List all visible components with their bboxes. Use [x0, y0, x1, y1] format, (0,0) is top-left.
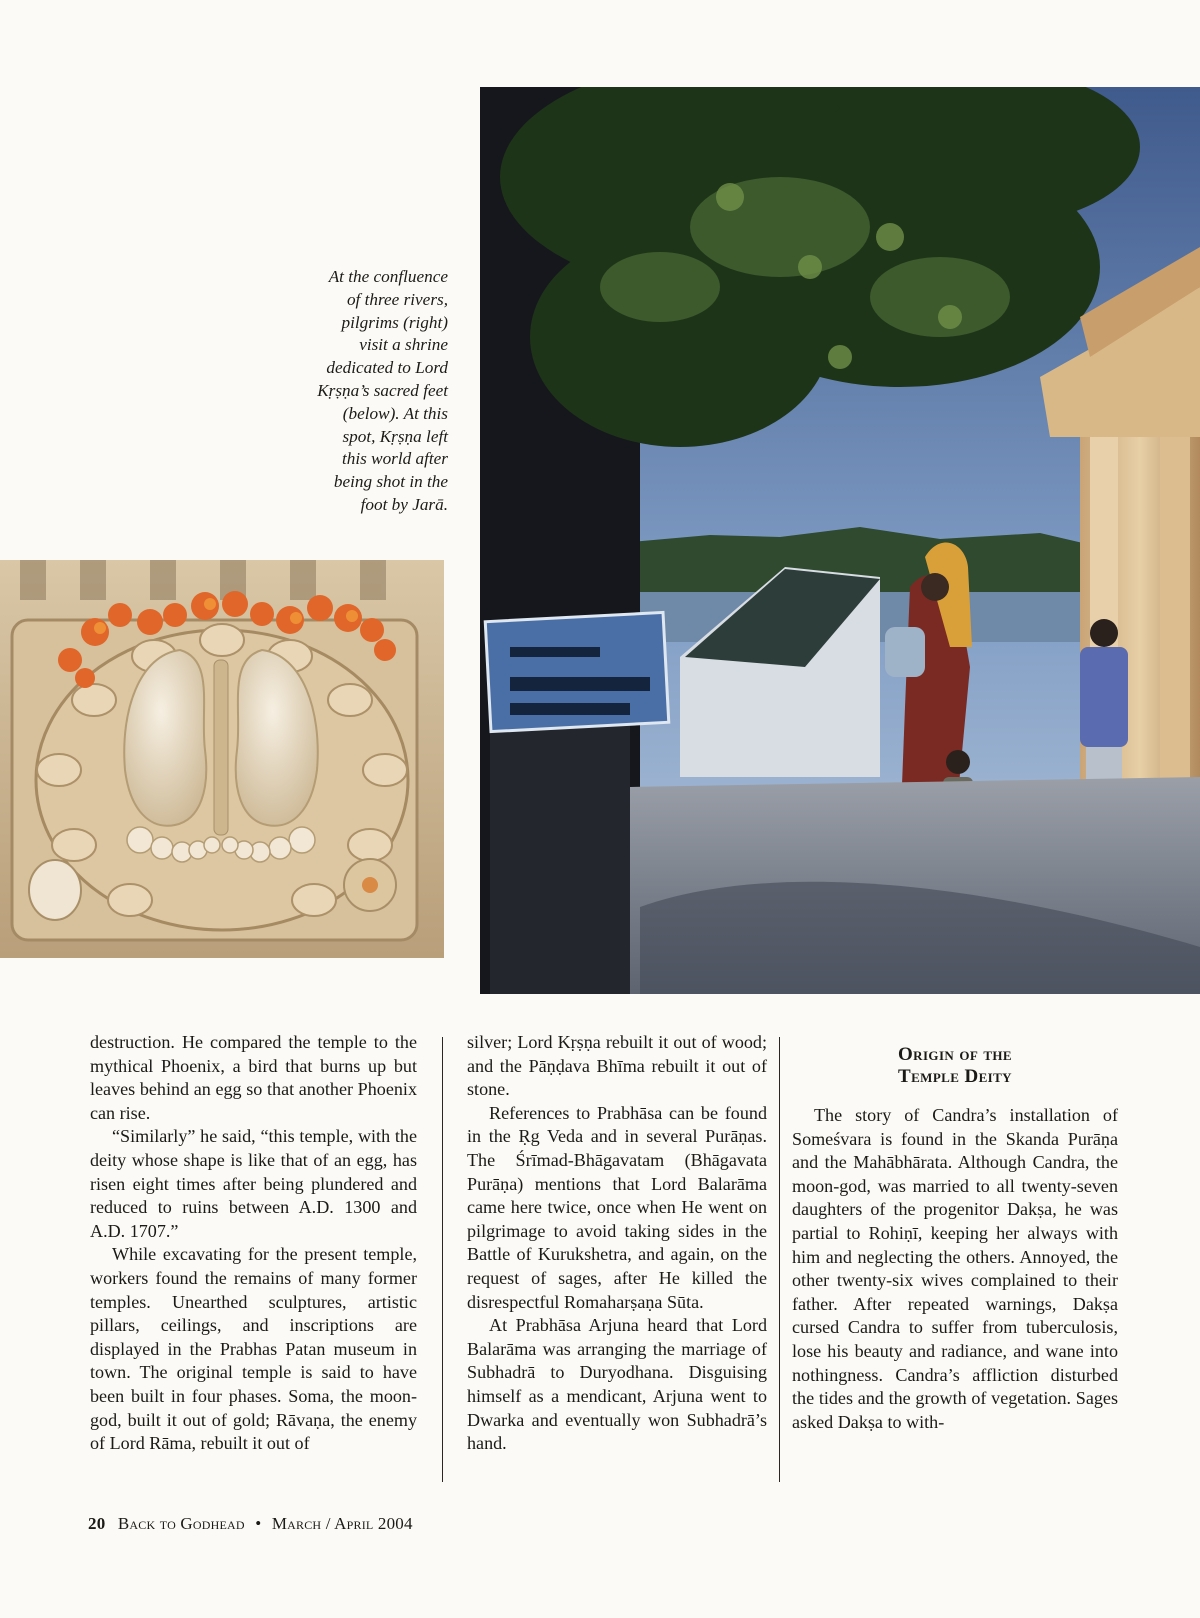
paragraph: “Similarly” he said, “this temple, with the deity whose shape is like that of an egg, has risen eight times after being plundered and reduced to ruins between A.D. 1300 and A.D. 1707.” [90, 1126, 417, 1241]
issue-date: March / April 2004 [271, 1514, 413, 1533]
caption-line: (below). At this [342, 403, 448, 423]
caption-line: spot, Kṛṣṇa left [342, 426, 448, 446]
paragraph: References to Prabhāsa can be found in the Ṛg Veda and in several Purāṇas. The Śrīmad-Bhāgavatam (Bhāgavata Purāṇa) mentions that Lord Balarāma came here twice, once when He went on pilgrimage to avoid taking sides in the Battle of Kurukshetra, and again, on the request of sages, after He killed the disrespectful Romaharṣaṇa Sūta. [467, 1102, 767, 1312]
column-rule [779, 1037, 780, 1482]
magazine-title: Back to Godhead [117, 1514, 245, 1533]
caption-line: visit a shrine [359, 335, 448, 355]
caption-line: this world after [341, 449, 448, 469]
sidebar-heading-line: Temple Deity [898, 1066, 1012, 1087]
paragraph: destruction. He compared the temple to the mythical Phoenix, a bird that burns up but leaves behind an egg so that another Phoenix can rise. [90, 1032, 417, 1123]
caption-line: dedicated to Lord [326, 358, 448, 378]
article-column-1 [90, 1031, 417, 1456]
paragraph: While excavating for the present temple, workers found the remains of many former temples. Unearthed sculptures, artistic pillars, ceilings, and inscriptions are displayed in the Prabhas Patan museum in town. The original temple is said to have been built in four phases. Soma, the moon-god, built it out of gold; Rāvaṇa, the enemy of Lord Rāma, rebuilt it out of [90, 1244, 417, 1454]
sacred-feet-photo [0, 560, 444, 958]
pilgrims-temple-photo [480, 87, 1200, 994]
caption-line: foot by Jarā. [360, 494, 448, 514]
article-column-2 [467, 1031, 767, 1456]
caption-line: of three rivers, [346, 289, 448, 309]
column-rule [442, 1037, 443, 1482]
photo-caption [250, 266, 448, 517]
page-number: 20 [88, 1514, 106, 1533]
paragraph: At Prabhāsa Arjuna heard that Lord Balarāma was arranging the marriage of Subhadrā to Duryodhana. Disguising himself as a mendicant, Arjuna went to Dwarka and eventually won Subhadrā’s hand. [467, 1315, 767, 1454]
paragraph: silver; Lord Kṛṣṇa rebuilt it out of wood; and the Pāṇḍava Bhīma rebuilt it out of stone. [467, 1032, 767, 1100]
caption-line: Kṛṣṇa’s sacred feet [317, 380, 448, 400]
sidebar-heading [792, 1044, 1118, 1088]
sidebar-column [792, 1036, 1118, 1434]
sidebar-heading-line: Origin of the [898, 1044, 1012, 1065]
footer-separator: • [255, 1514, 262, 1533]
caption-line: being shot in the [333, 472, 448, 492]
paragraph: The story of Candra’s installation of Someśvara is found in the Skanda Purāṇa and the Mahābhārata. Although Candra, the moon-god, was married to all twenty-seven daughters of the progenitor Dakṣa, he was partial to Rohiṇī, keeping her always with him and neglecting the others. Annoyed, the other twenty-six wives complained to their father. After repeated warnings, Dakṣa cursed Candra to suffer from tuberculosis, lose his beauty and radiance, and wane into nothingness. Candra’s affliction disturbed the tides and the growth of vegetation. Sages asked Dakṣa to with- [792, 1105, 1118, 1432]
show-through-heading [88, 96, 428, 142]
page-footer [88, 1514, 548, 1534]
caption-line: pilgrims (right) [341, 312, 448, 332]
caption-line: At the confluence [328, 267, 448, 286]
